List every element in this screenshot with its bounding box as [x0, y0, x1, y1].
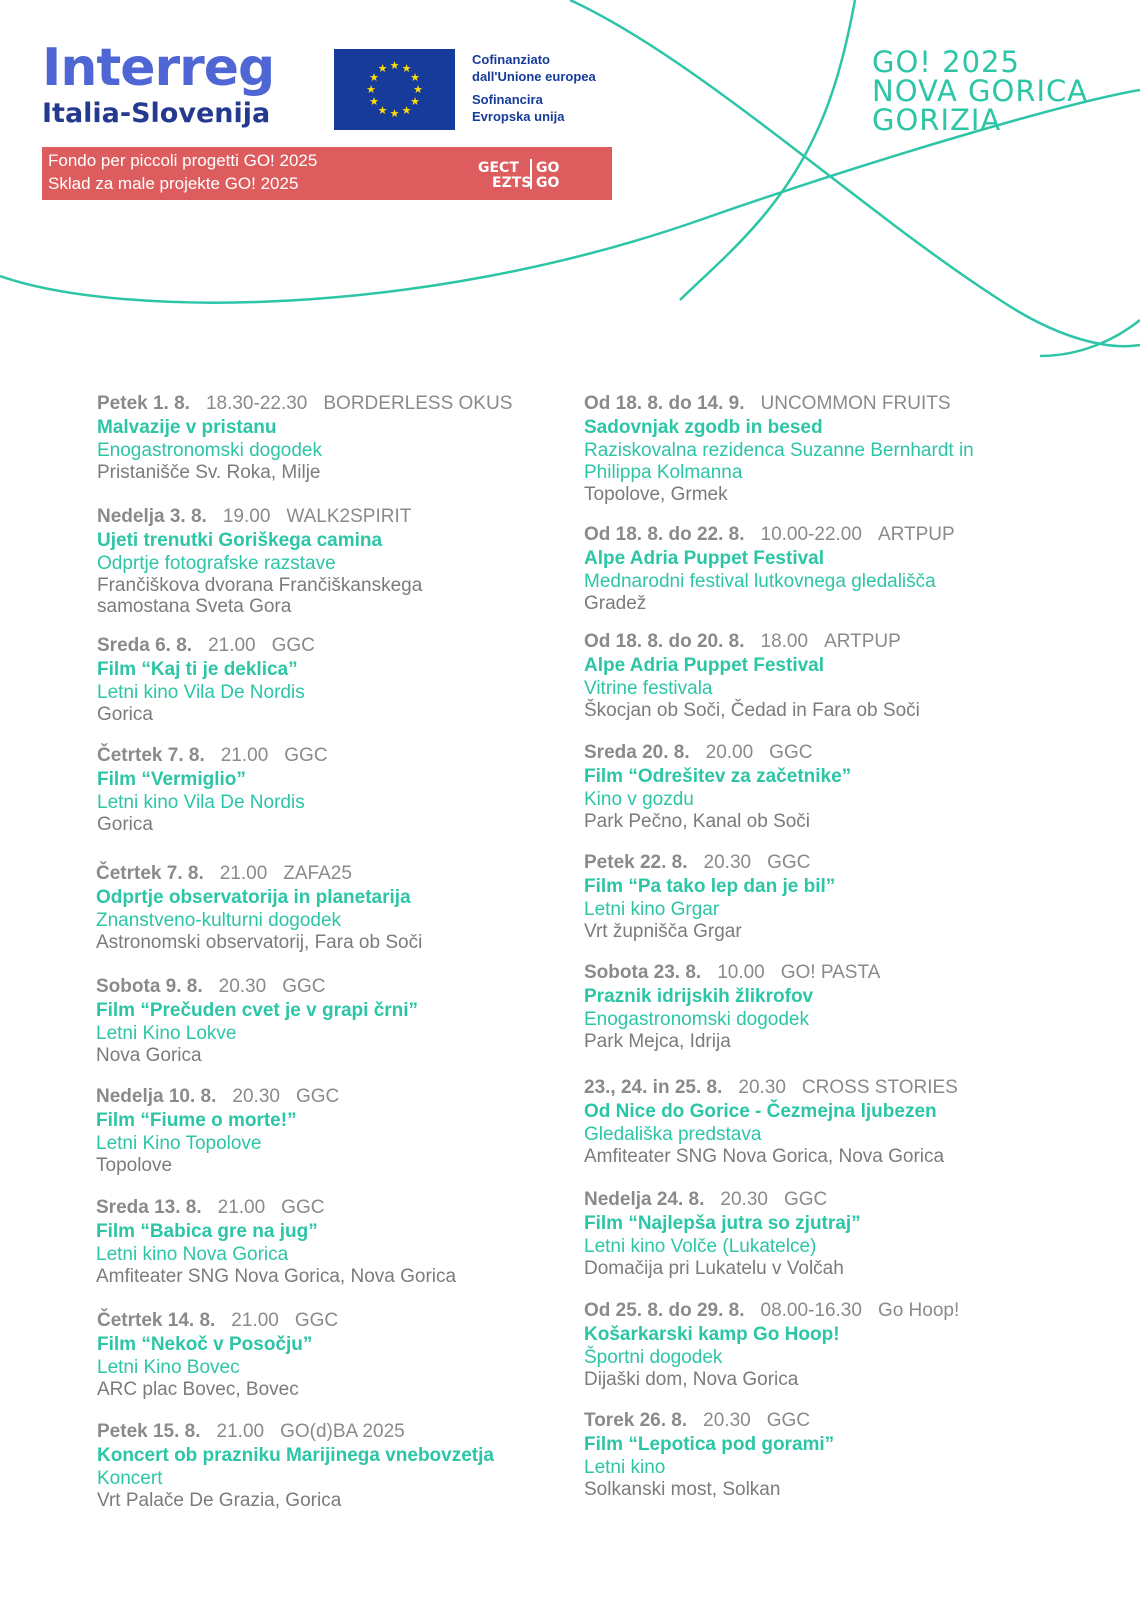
- event-date: Nedelja 24. 8.: [584, 1189, 705, 1210]
- event-date: Četrtek 7. 8.: [96, 863, 204, 884]
- event-location: Astronomski observatorij, Fara ob Soči: [96, 932, 423, 953]
- svg-text:★: ★: [377, 62, 388, 75]
- event-organizer: CROSS STORIES: [801, 1077, 958, 1098]
- event-organizer: GGC: [767, 852, 811, 873]
- go-logo-line-1: GO! 2025: [872, 45, 1020, 79]
- event-location: Solkanski most, Solkan: [584, 1479, 781, 1500]
- svg-text:★: ★: [413, 83, 423, 96]
- event-item: [584, 1188, 861, 1279]
- event-date: Nedelja 3. 8.: [97, 506, 207, 527]
- event-date: Sobota 9. 8.: [96, 976, 203, 997]
- event-location: ARC plac Bovec, Bovec: [97, 1379, 299, 1400]
- event-location: Topolove: [96, 1155, 173, 1176]
- event-time: 20.30: [720, 1189, 768, 1210]
- event-date: Petek 15. 8.: [97, 1421, 201, 1442]
- event-time: 21.00: [220, 745, 269, 766]
- event-time: 21.00: [208, 635, 256, 656]
- svg-text:★: ★: [389, 107, 400, 120]
- event-item: [96, 975, 418, 1066]
- event-title: Od Nice do Gorice - Čezmejna ljubezen: [584, 1101, 937, 1122]
- event-organizer: GGC: [284, 745, 328, 766]
- event-item: [584, 1409, 834, 1500]
- svg-text:★: ★: [410, 71, 420, 84]
- event-title: Odprtje observatorija in planetarija: [96, 887, 411, 908]
- event-time: 20.00: [705, 742, 754, 763]
- event-item: [96, 1196, 456, 1287]
- event-date: Sreda 13. 8.: [96, 1197, 202, 1218]
- event-time: 21.00: [217, 1197, 266, 1218]
- event-location: Amfiteater SNG Nova Gorica, Nova Gorica: [584, 1146, 945, 1167]
- svg-text:★: ★: [401, 104, 412, 117]
- event-type: Letni kino Vila De Nordis: [97, 682, 305, 703]
- event-item: [584, 961, 880, 1052]
- event-item: [97, 1309, 338, 1400]
- interreg-subtitle: Italia-Slovenija: [42, 98, 271, 129]
- event-title: Film “Odrešitev za začetnike”: [584, 766, 852, 787]
- event-date: 23., 24. in 25. 8.: [584, 1077, 723, 1098]
- event-organizer: BORDERLESS OKUS: [323, 393, 513, 414]
- event-time: 21.00: [231, 1310, 279, 1331]
- go-logo-line-3: GORIZIA: [872, 103, 1002, 137]
- event-item: [584, 851, 835, 942]
- event-title: Film “Vermiglio”: [97, 769, 246, 790]
- event-organizer: ARTPUP: [877, 524, 955, 545]
- event-location: Park Mejca, Idrija: [584, 1031, 731, 1052]
- event-title: Malvazije v pristanu: [97, 417, 277, 438]
- event-title: Praznik idrijskih žlikrofov: [584, 986, 814, 1007]
- svg-text:★: ★: [366, 83, 376, 96]
- event-time: 21.00: [216, 1421, 265, 1442]
- event-type: Letni kino Volče (Lukatelce): [584, 1236, 817, 1257]
- event-item: [97, 505, 422, 617]
- event-type: Letni kino Grgar: [584, 899, 720, 920]
- event-date: Nedelja 10. 8.: [96, 1086, 217, 1107]
- fund-line-it: Fondo per piccoli progetti GO! 2025: [48, 151, 318, 170]
- event-time: 18.30-22.30: [205, 393, 308, 414]
- event-location-line-2: samostana Sveta Gora: [97, 596, 292, 617]
- event-type: Odprtje fotografske razstave: [97, 553, 336, 574]
- event-title: Košarkarski kamp Go Hoop!: [584, 1324, 840, 1345]
- event-date: Sobota 23. 8.: [584, 962, 702, 983]
- event-time: 10.00-22.00: [760, 524, 862, 545]
- event-location: Dijaški dom, Nova Gorica: [584, 1369, 799, 1390]
- event-item: [96, 862, 422, 953]
- event-item: [584, 523, 955, 614]
- event-type: Raziskovalna rezidenca Suzanne Bernhardt in: [584, 440, 974, 461]
- event-item: [97, 392, 512, 483]
- event-location: Amfiteater SNG Nova Gorica, Nova Gorica: [96, 1266, 457, 1287]
- svg-text:★: ★: [401, 62, 412, 75]
- svg-text:★: ★: [389, 59, 400, 72]
- event-title: Film “Babica gre na jug”: [96, 1221, 318, 1242]
- event-location: Pristanišče Sv. Roka, Milje: [97, 462, 321, 483]
- event-item: [584, 1299, 959, 1390]
- interreg-wordmark: Interreg: [42, 38, 275, 98]
- event-title: Film “Kaj ti je deklica”: [97, 659, 298, 680]
- event-type: Koncert: [97, 1468, 163, 1489]
- event-title: Alpe Adria Puppet Festival: [584, 548, 825, 569]
- event-location: Gradež: [584, 593, 647, 614]
- event-item: [584, 630, 920, 721]
- event-organizer: GGC: [295, 1086, 340, 1107]
- event-location: Nova Gorica: [96, 1045, 202, 1066]
- event-title: Film “Pa tako lep dan je bil”: [584, 876, 836, 897]
- event-type: Letni Kino Lokve: [96, 1023, 237, 1044]
- event-type: Vitrine festivala: [584, 678, 713, 699]
- event-date: Od 18. 8. do 22. 8.: [584, 524, 745, 545]
- event-time: 20.30: [703, 852, 752, 873]
- event-title: Film “Fiume o morte!”: [96, 1110, 297, 1131]
- event-title: Ujeti trenutki Goriškega camina: [97, 530, 383, 551]
- event-type: Znanstveno-kulturni dogodek: [96, 910, 342, 931]
- event-organizer: GGC: [769, 742, 813, 763]
- event-type: Letni kino Nova Gorica: [96, 1244, 289, 1265]
- event-date: Torek 26. 8.: [584, 1410, 688, 1431]
- event-date: Četrtek 14. 8.: [97, 1310, 216, 1331]
- event-organizer: GGC: [271, 635, 315, 656]
- event-title: Film “Lepotica pod gorami”: [584, 1434, 835, 1455]
- event-time: 20.30: [703, 1410, 751, 1431]
- event-item: [97, 744, 328, 835]
- event-time: 20.30: [232, 1086, 280, 1107]
- event-time: 20.30: [738, 1077, 786, 1098]
- event-organizer: UNCOMMON FRUITS: [760, 393, 951, 414]
- event-date: Od 25. 8. do 29. 8.: [584, 1300, 745, 1321]
- event-organizer: GGC: [783, 1189, 828, 1210]
- fund-line-sl: Sklad za male projekte GO! 2025: [48, 174, 299, 193]
- event-title: Film “Prečuden cvet je v grapi črni”: [96, 1000, 419, 1021]
- event-location: Park Pečno, Kanal ob Soči: [584, 811, 811, 832]
- event-location: Gorica: [97, 814, 153, 835]
- event-time: 10.00: [717, 962, 765, 983]
- interreg-logo: [42, 40, 274, 130]
- event-type: Gledališka predstava: [584, 1124, 762, 1145]
- eu-line-1: Cofinanziato: [472, 52, 550, 67]
- event-organizer: WALK2SPIRIT: [286, 506, 412, 527]
- event-title: Alpe Adria Puppet Festival: [584, 655, 825, 676]
- event-time: 18.00: [760, 631, 809, 652]
- event-type: Mednarodni festival lutkovnega gledališča: [584, 571, 936, 592]
- event-location: Domačija pri Lukatelu v Volčah: [584, 1258, 844, 1279]
- event-date: Sreda 20. 8.: [584, 742, 690, 763]
- svg-text:★: ★: [369, 71, 379, 84]
- svg-text:★: ★: [369, 95, 379, 108]
- eu-line-3: Sofinancira: [472, 92, 543, 107]
- event-title: Koncert ob prazniku Marijinega vnebovzetja: [97, 1445, 494, 1466]
- go-text-1: GO: [536, 160, 560, 176]
- event-type: Letni kino: [584, 1457, 666, 1478]
- event-title: Film “Najlepša jutra so zjutraj”: [584, 1213, 861, 1234]
- fund-banner: [42, 147, 612, 200]
- event-time: 08.00-16.30: [760, 1300, 862, 1321]
- event-location: Škocjan ob Soči, Čedad in Fara ob Soči: [584, 700, 920, 721]
- event-item: [584, 741, 851, 832]
- eu-line-4: Evropska unija: [472, 108, 565, 124]
- eu-flag-icon: [334, 49, 455, 130]
- event-type: Letni Kino Bovec: [97, 1357, 240, 1378]
- event-item: [96, 1085, 339, 1176]
- event-time: 21.00: [219, 863, 268, 884]
- svg-text:★: ★: [377, 104, 388, 117]
- event-title: Film “Nekoč v Posočju”: [97, 1334, 313, 1355]
- event-item: [97, 1420, 494, 1511]
- event-date: Od 18. 8. do 20. 8.: [584, 631, 745, 652]
- eu-cofunding-text: [472, 52, 596, 125]
- event-date: Četrtek 7. 8.: [97, 745, 205, 766]
- event-organizer: GGC: [766, 1410, 810, 1431]
- event-location: Vrt Palače De Grazia, Gorica: [97, 1490, 342, 1511]
- event-date: Petek 22. 8.: [584, 852, 688, 873]
- event-type: Kino v gozdu: [584, 789, 694, 810]
- go-logo-line-2: NOVA GORICA: [872, 74, 1089, 108]
- eu-line-2: dall'Unione europea: [472, 68, 596, 84]
- svg-text:★: ★: [410, 95, 420, 108]
- event-organizer: ARTPUP: [824, 631, 901, 652]
- go2025-logo: [872, 45, 1089, 137]
- event-location: Vrt župnišča Grgar: [584, 921, 742, 942]
- event-organizer: GGC: [282, 976, 326, 997]
- event-organizer: GO(d)BA 2025: [280, 1421, 405, 1442]
- event-item: [584, 392, 974, 505]
- gect-ezts-go-logo: [474, 157, 574, 191]
- event-time: 20.30: [218, 976, 267, 997]
- go-text-2: GO: [536, 175, 560, 191]
- gect-text: GECT: [478, 160, 519, 176]
- event-time: 19.00: [222, 506, 271, 527]
- event-date: Od 18. 8. do 14. 9.: [584, 393, 745, 414]
- event-title: Sadovnjak zgodb in besed: [584, 417, 823, 438]
- event-type: Letni Kino Topolove: [96, 1133, 262, 1154]
- event-date: Petek 1. 8.: [97, 393, 190, 414]
- event-location: Gorica: [97, 704, 153, 725]
- event-type: Enogastronomski dogodek: [97, 440, 322, 461]
- event-organizer: GGC: [294, 1310, 339, 1331]
- event-location: Frančiškova dvorana Frančiškanskega: [97, 575, 423, 596]
- event-type: Enogastronomski dogodek: [584, 1009, 809, 1030]
- event-organizer: Go Hoop!: [877, 1300, 960, 1321]
- event-type: Letni kino Vila De Nordis: [97, 792, 305, 813]
- event-item: [584, 1076, 958, 1167]
- event-organizer: GO! PASTA: [780, 962, 881, 983]
- event-item: [97, 634, 315, 725]
- event-date: Sreda 6. 8.: [97, 635, 193, 656]
- event-location: Topolove, Grmek: [584, 484, 728, 505]
- event-type: Športni dogodek: [584, 1347, 723, 1368]
- event-organizer: ZAFA25: [283, 863, 352, 884]
- ezts-text: EZTS: [492, 175, 532, 191]
- event-organizer: GGC: [281, 1197, 325, 1218]
- event-type-line-2: Philippa Kolmanna: [584, 462, 743, 483]
